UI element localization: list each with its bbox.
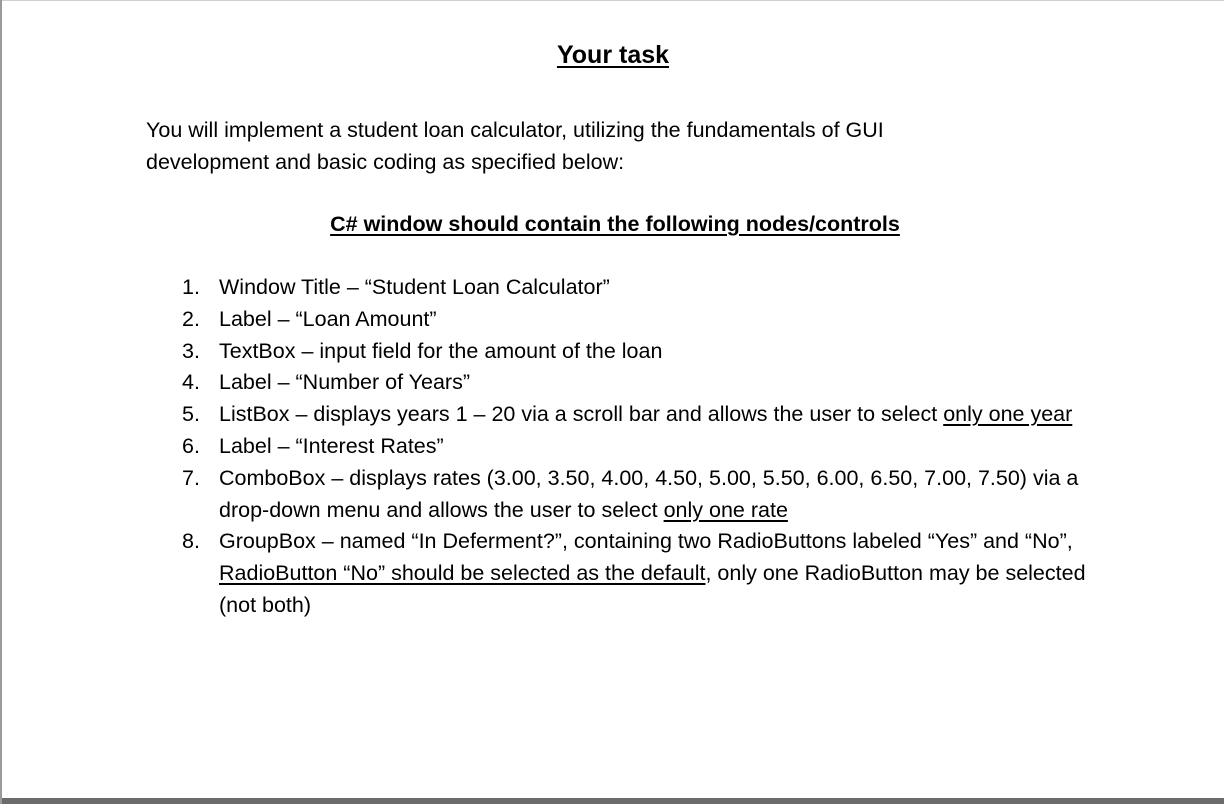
- list-item-text: ComboBox – displays rates (3.00, 3.50, 4.00, 4.50, 5.00, 5.50, 6.00, 6.50, 7.00, 7.50) via a drop-down menu and allows the user to select: [219, 465, 1079, 522]
- list-item-text-end: , only one RadioButton may be selected (not both): [219, 561, 1086, 617]
- list-item-number: 1.: [182, 275, 200, 299]
- list-item-emphasis: RadioButton “No” should be selected as the default: [219, 561, 706, 586]
- list-item-number: 6.: [182, 433, 200, 458]
- list-item: [182, 336, 1092, 368]
- list-item-text: Label – “Interest Rates”: [219, 433, 444, 458]
- section-heading: C# window should contain the following nodes/controls: [330, 212, 900, 236]
- list-item-number: 7.: [182, 465, 200, 490]
- document-page: [2, 0, 1224, 798]
- intro-paragraph: [146, 114, 1046, 178]
- list-item-number: 3.: [182, 338, 200, 363]
- list-item-emphasis: only one year: [943, 402, 1073, 427]
- list-item-emphasis: only one rate: [663, 497, 788, 522]
- intro-line-1: You will implement a student loan calculator, utilizing the fundamentals of GUI: [146, 118, 884, 142]
- list-item-text: TextBox – input field for the amount of the loan: [219, 338, 663, 363]
- list-item-text: Label – “Number of Years”: [219, 370, 470, 395]
- intro-line-2: development and basic coding as specified below:: [146, 150, 625, 174]
- list-item-number: 8.: [182, 529, 200, 554]
- list-item-number: 4.: [182, 370, 200, 395]
- list-item-number: 5.: [182, 402, 200, 427]
- list-item-number: 2.: [182, 306, 200, 331]
- list-item-text: Window Title – “Student Loan Calculator”: [219, 275, 610, 299]
- list-item: [182, 272, 1092, 304]
- list-item-text: GroupBox – named “In Deferment?”, containing two RadioButtons labeled “Yes” and “No”,: [219, 529, 1073, 554]
- list-item: [182, 431, 1092, 463]
- list-item: [182, 304, 1092, 336]
- list-item: [182, 526, 1092, 621]
- list-item-text: ListBox – displays years 1 – 20 via a scroll bar and allows the user to select: [219, 402, 944, 427]
- page-title: Your task: [556, 41, 670, 69]
- requirements-list: [182, 272, 1092, 622]
- list-item: [182, 399, 1092, 431]
- list-item: [182, 367, 1092, 399]
- list-item-text: Label – “Loan Amount”: [219, 306, 437, 331]
- list-item: [182, 463, 1092, 527]
